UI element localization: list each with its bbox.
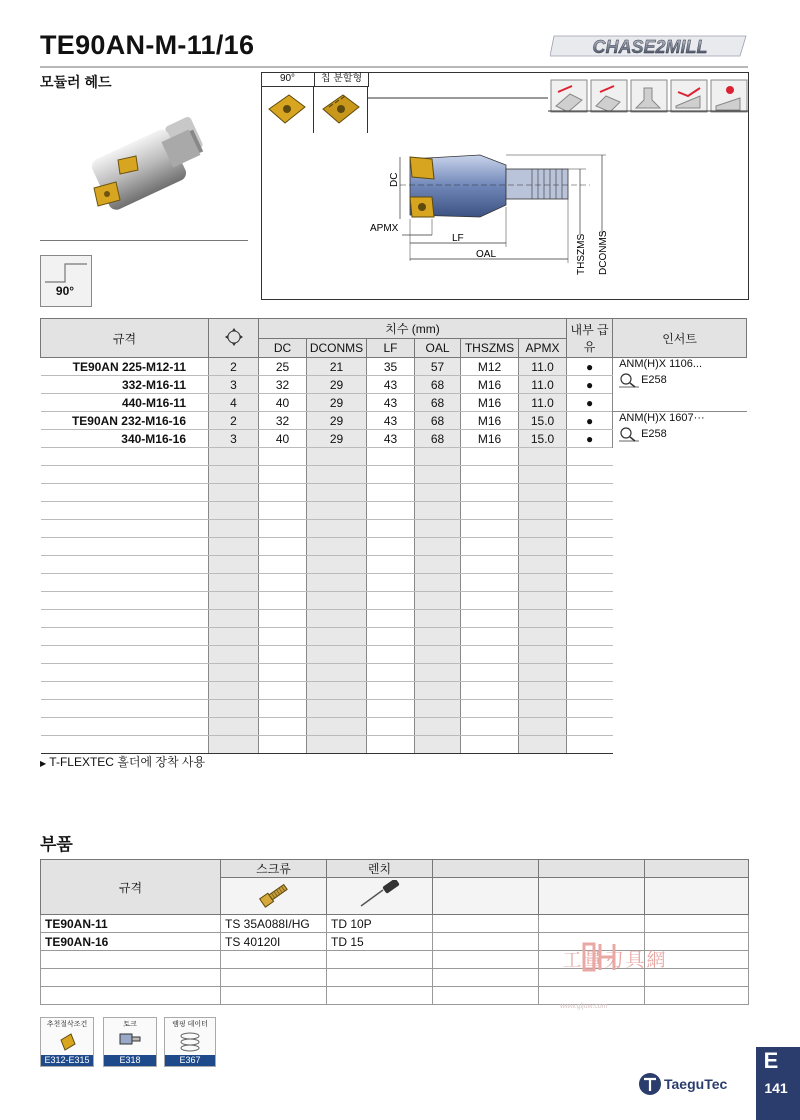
insert-name: ANM(H)X 1106... <box>619 358 703 370</box>
screw-image-cell <box>221 878 327 915</box>
corner-profile-icon <box>41 256 91 286</box>
torque-ref[interactable]: 토크 E318 <box>103 1017 157 1067</box>
svg-text:TaeguTec: TaeguTec <box>664 1076 728 1092</box>
empty-table-row <box>41 592 747 610</box>
apmx-cell: 11.0 <box>519 358 567 376</box>
table-row <box>41 915 749 933</box>
lf-cell: 43 <box>367 394 415 412</box>
empty-table-row <box>41 484 747 502</box>
svg-text:APMX: APMX <box>370 223 399 234</box>
thszms-cell: M16 <box>461 394 519 412</box>
svg-text:LF: LF <box>452 233 464 244</box>
insert-header: 인서트 <box>613 319 747 358</box>
face-milling-icon <box>551 80 587 112</box>
teeth-cell: 3 <box>209 376 259 394</box>
table-row <box>41 358 747 376</box>
empty-table-row <box>41 664 747 682</box>
insert-type-90-header: 90° <box>261 72 315 87</box>
taegutec-logo <box>636 1070 756 1100</box>
dconms-header: DCONMS <box>307 339 367 358</box>
apmx-cell: 11.0 <box>519 376 567 394</box>
coolant-cell: ● <box>567 376 613 394</box>
cutting-conditions-icon <box>57 1030 77 1052</box>
insert-cell <box>613 412 747 448</box>
svg-text:DCONMS: DCONMS <box>598 230 609 275</box>
model-cell: 440-M16-11 <box>41 394 209 412</box>
parts-heading: 부품 <box>40 835 73 854</box>
oal-header: OAL <box>415 339 461 358</box>
product-photo <box>80 112 220 222</box>
coolant-cell: ● <box>567 358 613 376</box>
dconms-cell: 29 <box>307 412 367 430</box>
insert-page-ref[interactable]: E258 <box>641 428 667 440</box>
oal-cell: 68 <box>415 394 461 412</box>
insert-page-ref[interactable]: E258 <box>641 374 667 386</box>
screw-header: 스크류 <box>221 860 327 878</box>
empty-header <box>433 860 539 878</box>
insert-type-chipsplit-header: 칩 분할형 <box>315 72 369 87</box>
parts-spec-header: 규격 <box>41 860 221 915</box>
empty-table-row <box>41 718 747 736</box>
svg-text:CHASE2MILL: CHASE2MILL <box>592 37 708 57</box>
helical-icon <box>711 80 747 112</box>
empty-header <box>539 860 645 878</box>
coolant-header: 내부 급유 <box>567 319 613 358</box>
apmx-cell: 15.0 <box>519 412 567 430</box>
empty-header <box>645 860 749 878</box>
empty-table-row <box>41 682 747 700</box>
lf-header: LF <box>367 339 415 358</box>
cutting-conditions-ref[interactable]: 추천절삭조건 E312-E315 <box>40 1017 94 1067</box>
empty-table-row <box>41 610 747 628</box>
teeth-cell: 3 <box>209 430 259 448</box>
oal-cell: 68 <box>415 376 461 394</box>
teeth-cell: 4 <box>209 394 259 412</box>
watermark-url: www.gljuw.com <box>560 1003 608 1010</box>
empty-table-row <box>41 646 747 664</box>
model-cell: 332-M16-11 <box>41 376 209 394</box>
empty-table-row <box>41 574 747 592</box>
page-subtitle: 모듈러 헤드 <box>40 74 112 90</box>
svg-text:OAL: OAL <box>476 249 497 260</box>
thszms-cell: M16 <box>461 376 519 394</box>
ramping-data-ref[interactable]: 램핑 데이터 E367 <box>164 1017 216 1067</box>
table-row <box>41 987 749 1005</box>
page-number: 141 <box>764 1080 788 1096</box>
page-title: TE90AN-M-11/16 <box>40 30 255 60</box>
brand-logo <box>550 32 750 60</box>
lf-cell: 43 <box>367 430 415 448</box>
coolant-cell: ● <box>567 394 613 412</box>
teeth-cell: 2 <box>209 412 259 430</box>
footnote-text: T-FLEXTEC 홀더에 장착 사용 <box>49 755 206 769</box>
spec-header: 규격 <box>41 319 209 358</box>
dconms-cell: 29 <box>307 430 367 448</box>
approach-angle-box <box>40 255 92 307</box>
model-cell: TE90AN 225-M12-11 <box>41 358 209 376</box>
title-divider <box>40 66 748 68</box>
thszms-cell: M16 <box>461 430 519 448</box>
apmx-cell: 15.0 <box>519 430 567 448</box>
thszms-cell: M16 <box>461 412 519 430</box>
tool-dimension-diagram <box>340 135 640 300</box>
dc-header: DC <box>259 339 307 358</box>
teeth-count-icon <box>223 326 245 348</box>
insert-name: ANM(H)X 1607··· <box>619 412 705 424</box>
parts-table <box>40 859 749 1005</box>
dc-cell: 32 <box>259 376 307 394</box>
magnifier-icon[interactable] <box>619 426 639 442</box>
empty-table-row <box>41 628 747 646</box>
footnote <box>40 753 205 770</box>
dimensions-header: 치수 (mm) <box>259 319 567 339</box>
insert-90-cell <box>261 87 314 133</box>
section-letter: E <box>763 1048 779 1073</box>
empty-table-row <box>41 448 747 466</box>
insert-leader-line <box>368 97 548 99</box>
photo-divider <box>40 240 248 241</box>
parts-model-cell: TE90AN-16 <box>41 933 221 951</box>
torque-icon <box>118 1030 142 1052</box>
watermark-text: 工量刃具網 <box>562 950 668 971</box>
teeth-count-header <box>209 319 259 358</box>
thszms-header: THSZMS <box>461 339 519 358</box>
empty-table-row <box>41 700 747 718</box>
empty-table-row <box>41 466 747 484</box>
screw-cell: TS 35A088I/HG <box>221 915 327 933</box>
apmx-header: APMX <box>519 339 567 358</box>
icon-leader-line <box>548 110 748 112</box>
wrench-cell: TD 15 <box>327 933 433 951</box>
application-icons <box>550 78 748 114</box>
ramping-icon <box>671 80 707 112</box>
dc-cell: 25 <box>259 358 307 376</box>
coolant-cell: ● <box>567 430 613 448</box>
insert-cell <box>613 358 747 412</box>
teeth-cell: 2 <box>209 358 259 376</box>
wrench-icon <box>355 880 405 910</box>
shoulder-milling-icon <box>591 80 627 112</box>
lf-cell: 35 <box>367 358 415 376</box>
svg-text:THSZMS: THSZMS <box>576 233 587 275</box>
lf-cell: 43 <box>367 376 415 394</box>
dconms-cell: 21 <box>307 358 367 376</box>
insert-chipsplit-icon <box>315 87 367 133</box>
dc-cell: 32 <box>259 412 307 430</box>
lf-cell: 43 <box>367 412 415 430</box>
wrench-image-cell <box>327 878 433 915</box>
dc-cell: 40 <box>259 430 307 448</box>
dconms-cell: 29 <box>307 394 367 412</box>
screw-cell: TS 40120I <box>221 933 327 951</box>
wrench-header: 렌치 <box>327 860 433 878</box>
model-cell: 340-M16-16 <box>41 430 209 448</box>
slotting-icon <box>631 80 667 112</box>
screw-icon <box>254 880 294 910</box>
empty-table-row <box>41 520 747 538</box>
parts-model-cell: TE90AN-11 <box>41 915 221 933</box>
insert-chipsplit-cell <box>315 87 368 133</box>
oal-cell: 68 <box>415 430 461 448</box>
apmx-cell: 11.0 <box>519 394 567 412</box>
approach-angle-label: 90° <box>55 284 75 298</box>
magnifier-icon[interactable] <box>619 372 639 388</box>
dc-cell: 40 <box>259 394 307 412</box>
thszms-cell: M12 <box>461 358 519 376</box>
empty-table-row <box>41 538 747 556</box>
svg-text:DC: DC <box>389 172 400 187</box>
empty-table-row <box>41 736 747 754</box>
dconms-cell: 29 <box>307 376 367 394</box>
oal-cell: 68 <box>415 412 461 430</box>
insert-90-icon <box>261 87 313 133</box>
spec-table <box>40 318 747 754</box>
triangle-bullet-icon: ▶ <box>40 759 47 768</box>
wrench-cell: TD 10P <box>327 915 433 933</box>
empty-table-row <box>41 556 747 574</box>
empty-table-row <box>41 502 747 520</box>
coolant-cell: ● <box>567 412 613 430</box>
oal-cell: 57 <box>415 358 461 376</box>
table-row <box>41 412 747 430</box>
ramping-data-icon <box>178 1030 202 1052</box>
model-cell: TE90AN 232-M16-16 <box>41 412 209 430</box>
